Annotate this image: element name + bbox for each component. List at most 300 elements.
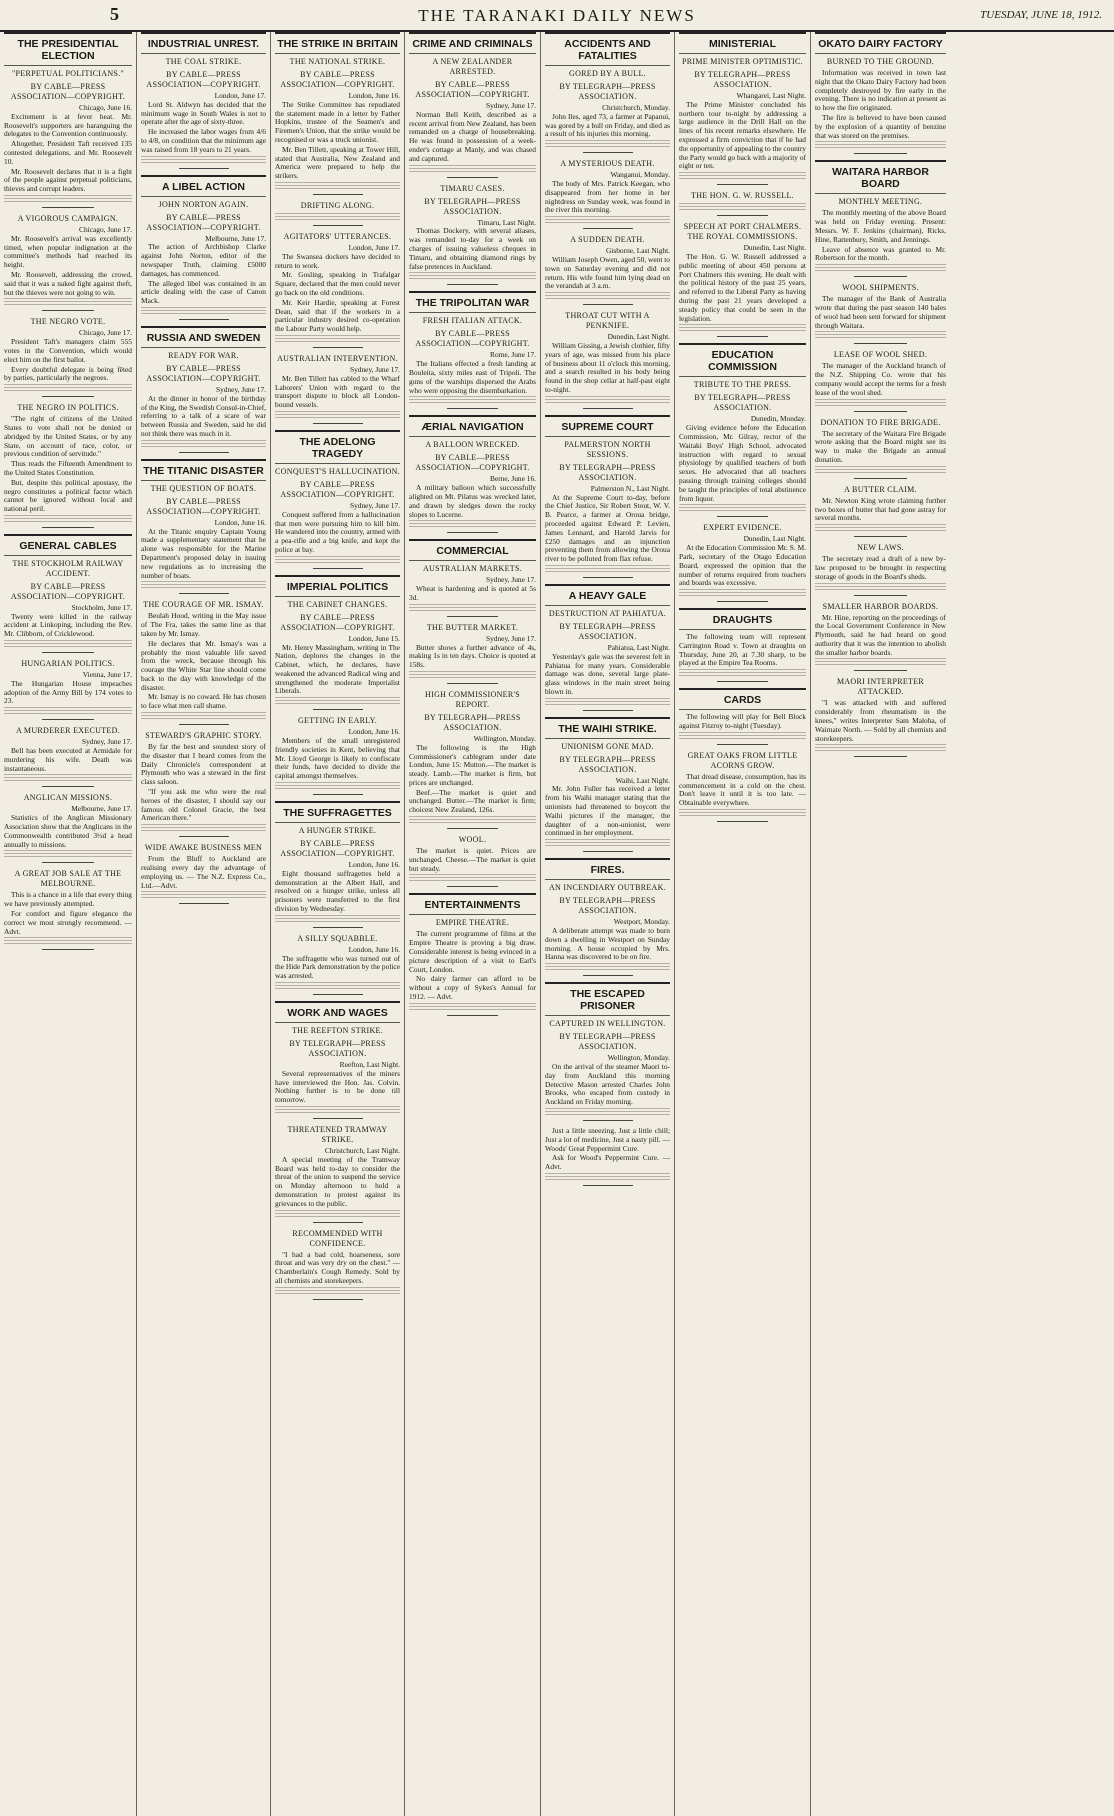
story	[275, 1125, 400, 1223]
byline: BY CABLE—PRESS ASSOCIATION—COPYRIGHT.	[280, 612, 395, 632]
paragraph: The market is quiet. Prices are unchanged. Cheese.—The market is quiet but steady.	[409, 846, 536, 873]
body-text-lines	[815, 264, 946, 273]
story-divider	[854, 343, 906, 344]
body-text-lines	[141, 440, 266, 449]
body-text-lines	[275, 182, 400, 191]
body-text-lines	[275, 556, 400, 565]
story	[409, 690, 536, 829]
dateline: London, June 16.	[348, 860, 400, 870]
subheading: THE NATIONAL STRIKE.	[289, 57, 386, 66]
headline: A HEAVY GALE	[545, 584, 670, 606]
headline: CARDS	[679, 688, 806, 710]
story-divider	[447, 408, 498, 409]
subheading: READY FOR WAR.	[168, 350, 239, 360]
paragraph: Giving evidence before the Education Commission, Mr. Gilray, rector of the Waitaki Boys' High School, advocated instruction with regard to sexual physiology by qualified teachers of both sexes. He advocated that all teachers passing through training colleges should be taught the principles of total abstinence from liquor.	[679, 423, 806, 503]
byline: BY TELEGRAPH—PRESS ASSOCIATION.	[559, 754, 656, 774]
paragraph: William Gissing, a Jewish clothier, fifty years of age, was missed from his place of business about 11 o'clock this morning, and a search resulted in his body being found in the shop cellar at half-past eight to-night.	[545, 340, 670, 394]
subheading: DRIFTING ALONG.	[300, 200, 375, 210]
headline: THE ESCAPED PRISONER	[545, 982, 670, 1016]
paragraph: The current programme of films at the Empire Theatre is proving a big draw. Considerable interest is being evinced in a picture description of a visit to Earl's Court, London.	[409, 929, 536, 974]
paragraph: A special meeting of the Tramway Board was held to-day to consider the threat of the union to suspend the service on Monday afternoon to hold a demonstration to protest against its grievances to the public.	[275, 1154, 400, 1208]
paragraph: The manager of the Bank of Australia wrote that during the past season 140 bales of wool had been sent forward for shipment through Waitara.	[815, 294, 946, 330]
body-text-lines	[679, 504, 806, 513]
subheading: THE BUTTER MARKET.	[426, 622, 519, 632]
story-divider	[447, 828, 498, 829]
story	[679, 751, 806, 822]
paragraph: By far the best and soundest story of the disaster that I heard comes from the Daily Chronicle's correspondent at Plymouth who was a steward in the first class saloon.	[141, 742, 266, 787]
subheading: THE HON. G. W. RUSSELL.	[691, 191, 794, 201]
subheading: DONATION TO FIRE BRIGADE.	[820, 417, 941, 427]
paragraph: The secretary read a draft of a new by-law proposed to be brought in respecting storage of goods in the Board's sheds.	[815, 554, 946, 581]
story-divider	[447, 1015, 498, 1016]
byline: BY CABLE—PRESS ASSOCIATION—COPYRIGHT.	[415, 453, 530, 473]
paragraph: Mr. Roosevelt's arrival was excellently timed, when popular indignation at the committee's methods had reached its height.	[4, 233, 132, 270]
paragraph: Beulah Hood, writing in the May issue of The Fra, takes the same line as that taken by Mr. Ismay.	[141, 611, 266, 638]
story	[545, 1127, 670, 1186]
body-text-lines	[815, 399, 946, 408]
paragraph: Several representatives of the miners have interviewed the Hon. Jas. Colvin. Nothing further is to be done till tomorrow.	[275, 1068, 400, 1105]
paragraph: The fire is believed to have been caused by the explosion of a quantity of benzine that was stored on the premises.	[815, 112, 946, 140]
headline: RUSSIA AND SWEDEN	[141, 326, 266, 348]
paragraph: The alleged libel was contained in an article dealing with the case of Canon Mack.	[141, 278, 266, 306]
story	[4, 659, 132, 720]
body-text-lines	[409, 272, 536, 281]
story	[141, 175, 266, 320]
body-text-lines	[545, 396, 670, 405]
subheading: GREAT OAKS FROM LITTLE ACORNS GROW.	[687, 750, 798, 770]
story	[545, 311, 670, 409]
body-text-lines	[679, 669, 806, 678]
dateline: Pahiatua, Last Night.	[607, 642, 670, 652]
paragraph: No dairy farmer can afford to be without a copy of Sykes's Annual for 1912. — Advt.	[409, 974, 536, 1002]
paragraph: Mr. Ben Tillett has cabled to the Wharf Laborers' Union with regard to the transport dispute to block all London-bound vessels.	[275, 373, 400, 410]
dateline: Melbourne, June 17.	[71, 804, 132, 814]
story-divider	[179, 724, 229, 725]
subheading: WOOL.	[458, 835, 487, 845]
headline: MINISTERIAL	[679, 32, 806, 54]
body-text-lines	[545, 140, 670, 149]
paragraph: The Strike Committee has repudiated the statement made in a letter by Father Hopkins, trustee of the Seamen's and Firemen's Union, that the strike would be recognised or was a truck unionist.	[275, 99, 400, 144]
story	[679, 32, 806, 185]
subheading: THE NEGRO IN POLITICS.	[17, 403, 119, 413]
headline: DRAUGHTS	[679, 608, 806, 630]
story-divider	[42, 527, 93, 528]
subheading: HUNGARIAN POLITICS.	[21, 659, 115, 669]
story	[141, 843, 266, 904]
dateline: Melbourne, June 17.	[205, 233, 266, 243]
story	[545, 858, 670, 976]
paragraph: "The right of citizens of the United States to vote shall not be denied or abridged by the United States, or by any State, on account of race, color, or previous condition of servitude."	[4, 414, 132, 459]
dateline: Dunedin, Monday.	[750, 414, 806, 424]
body-text-lines	[815, 466, 946, 475]
headline: THE TITANIC DISASTER	[141, 459, 266, 481]
body-text-lines	[409, 520, 536, 529]
subheading: PRIME MINISTER OPTIMISTIC.	[682, 57, 803, 66]
dateline: Dunedin, Last Night.	[607, 332, 670, 342]
story-divider	[717, 821, 768, 822]
story-divider	[854, 411, 906, 412]
paragraph: Mr. Newton King wrote claiming further two boxes of butter that had gone astray for several months.	[815, 495, 946, 523]
story-divider	[583, 228, 633, 229]
paragraph: He declares that Mr. Ismay's was a probably the most valuable life saved from the wreck, because through his courage the White Star line should come back to the day with knowledge of the disaster.	[141, 638, 266, 692]
story-divider	[42, 786, 93, 787]
story-divider	[854, 536, 906, 537]
dateline: Gisborne, Last Night.	[605, 246, 670, 256]
story-divider	[447, 532, 498, 533]
subheading: TRIBUTE TO THE PRESS.	[693, 380, 792, 390]
story	[409, 32, 536, 178]
dateline: Sydney, June 17.	[485, 101, 536, 110]
story	[545, 982, 670, 1121]
story-divider	[313, 927, 363, 928]
paragraph: For comfort and figure elegance the correct we most strongly recommend. — Advt.	[4, 909, 132, 936]
subheading: THE COAL STRIKE.	[165, 57, 242, 66]
story-divider	[313, 423, 363, 424]
story-divider	[717, 744, 768, 745]
story-divider	[583, 975, 633, 976]
column-5	[541, 32, 675, 1816]
story	[679, 191, 806, 216]
story-divider	[42, 862, 93, 863]
headline: THE ADELONG TRAGEDY	[275, 430, 400, 464]
story	[679, 688, 806, 745]
body-text-lines	[141, 581, 266, 590]
headline: SUPREME COURT	[545, 415, 670, 437]
body-text-lines	[815, 658, 946, 667]
subheading: FRESH ITALIAN ATTACK.	[422, 316, 523, 326]
paragraph: Yesterday's gale was the severest felt in Pahiatua for many years. Considerable damage was done, several large plate-glass windows in the main street being blown in.	[545, 651, 670, 696]
paragraph: The Hungarian House impeaches adoption of the Army Bill by 174 votes to 23.	[4, 678, 132, 706]
byline: BY CABLE—PRESS ASSOCIATION—COPYRIGHT.	[415, 329, 530, 349]
story-divider	[179, 168, 229, 169]
story	[679, 523, 806, 602]
byline: BY TELEGRAPH—PRESS ASSOCIATION.	[559, 621, 656, 641]
story-divider	[717, 516, 768, 517]
story	[141, 326, 266, 453]
byline: BY TELEGRAPH—PRESS ASSOCIATION.	[559, 1032, 656, 1052]
paragraph: The suffragette who was turned out of the Hide Park demonstration by the police was arrested.	[275, 953, 400, 981]
paragraph: The following team will represent Carrington Road v. Town at draughts on Thursday, June 20, at 7.30 sharp, to be played at the Empire Tea Rooms.	[679, 632, 806, 668]
subheading: WOOL SHIPMENTS.	[842, 283, 919, 293]
body-text-lines	[275, 697, 400, 706]
dateline: Sydney, June 17.	[349, 500, 400, 510]
headline: THE SUFFRAGETTES	[275, 801, 400, 823]
paragraph: John Iles, aged 73, a farmer at Papanui, was gored by a bull on Friday, and died as a result of his injuries this morning.	[545, 111, 670, 139]
dateline: Waihi, Last Night.	[615, 775, 670, 785]
body-text-lines	[815, 583, 946, 592]
body-text-lines	[545, 1173, 670, 1182]
paragraph: Thus reads the Fifteenth Amendment to the United States Constitution.	[4, 459, 132, 477]
subheading: A SILLY SQUABBLE.	[297, 933, 378, 943]
subheading: MONTHLY MEETING.	[838, 197, 923, 207]
byline: BY TELEGRAPH—PRESS ASSOCIATION.	[424, 196, 521, 216]
body-text-lines	[275, 1106, 400, 1115]
byline: BY TELEGRAPH—PRESS ASSOCIATION.	[694, 393, 791, 413]
paragraph: At the Titanic enquiry Captain Young made a supplementary statement that he alone was responsible for the Marine Department's proposed delay in issuing new regulations as to increasing the number of boats.	[141, 526, 266, 580]
body-text-lines	[4, 707, 132, 716]
body-text-lines	[545, 698, 670, 707]
body-text-lines	[815, 331, 946, 340]
story	[4, 869, 132, 950]
body-text-lines	[4, 384, 132, 393]
body-text-lines	[545, 839, 670, 848]
headline: COMMERCIAL	[409, 539, 536, 561]
subheading: AUSTRALIAN INTERVENTION.	[277, 353, 398, 363]
dateline: Whangarei, Last Night.	[736, 91, 806, 100]
headline: THE PRESIDENTIAL ELECTION	[4, 32, 132, 66]
subheading: GORED BY A BULL.	[569, 69, 646, 78]
paragraph: Beef.—The market is quiet and unchanged. Butter.—The market is firm; choicest New Zealand, 126s.	[409, 787, 536, 815]
story	[545, 32, 670, 153]
paragraph: Statistics of the Anglican Missionary Association show that the Anglicans in the Commonwealth contributed 3½d a head annually to missions.	[4, 813, 132, 849]
story	[275, 716, 400, 795]
subheading: EMPIRE THEATRE.	[435, 918, 510, 928]
story-divider	[42, 396, 93, 397]
story-divider	[447, 284, 498, 285]
story-divider	[313, 194, 363, 195]
paragraph: Mr. Hine, reporting on the proceedings of the Local Government Conference in New Plymouth, said he had heard on good authority that it was the intention to abolish the smaller harbor boards.	[815, 612, 946, 657]
subheading: A MYSTERIOUS DEATH.	[560, 159, 655, 169]
story	[4, 317, 132, 397]
paragraph: That dread disease, consumption, has its commencement in a cold on the chest. Don't leave it until it is too late. — Obtainable everywhere.	[679, 771, 806, 808]
subheading: THE COURAGE OF MR. ISMAY.	[143, 600, 264, 610]
subheading: SMALLER HARBOR BOARDS.	[822, 601, 939, 611]
headline: IMPERIAL POLITICS	[275, 575, 400, 597]
subheading: SPEECH AT PORT CHALMERS. THE ROYAL COMMISSIONS.	[683, 222, 802, 242]
body-text-lines	[545, 292, 670, 301]
headline: FIRES.	[545, 858, 670, 880]
body-text-lines	[275, 915, 400, 924]
subheading: DESTRUCTION AT PAHIATUA.	[548, 608, 667, 618]
subheading: AGITATORS' UTTERANCES.	[283, 231, 392, 241]
dateline: Vienna, June 17.	[82, 670, 132, 680]
dateline: Timaru, Last Night.	[477, 217, 536, 227]
subheading: A GREAT JOB SALE AT THE MELBOURNE.	[14, 869, 122, 889]
byline: BY CABLE—PRESS ASSOCIATION—COPYRIGHT.	[146, 496, 261, 516]
story-divider	[717, 215, 768, 216]
story	[409, 893, 536, 1015]
headline: THE STRIKE IN BRITAIN	[275, 32, 400, 54]
story	[545, 159, 670, 229]
story-divider	[717, 184, 768, 185]
headline: ACCIDENTS AND FATALITIES	[545, 32, 670, 66]
byline: BY CABLE—PRESS ASSOCIATION—COPYRIGHT.	[146, 363, 261, 383]
story	[4, 726, 132, 787]
story	[545, 235, 670, 305]
dateline: Westport, Monday.	[613, 917, 670, 927]
subheading: UNIONISM GONE MAD.	[561, 741, 654, 751]
subheading: GETTING IN EARLY.	[297, 716, 378, 726]
newspaper-title: THE TARANAKI DAILY NEWS	[418, 6, 696, 25]
story-divider	[583, 851, 633, 852]
dateline: Dunedin, Last Night.	[743, 534, 806, 544]
dateline: Chicago, June 17.	[79, 224, 132, 234]
column-1	[0, 32, 137, 1816]
subheading: THE CABINET CHANGES.	[287, 599, 388, 609]
story-divider	[313, 709, 363, 710]
dateline: Sydney, June 17.	[349, 364, 400, 374]
byline: BY TELEGRAPH—PRESS ASSOCIATION.	[289, 1039, 386, 1059]
paragraph: The Prime Minister concluded his northern tour to-night by addressing a large audience in the Drill Hall on the lines of his recent remarks elsewhere. He expressed a firm conviction that if he had the opportunity of appealing to the country the Party would go back with a majority of eight or ten.	[679, 99, 806, 171]
story	[275, 32, 400, 195]
paragraph: Mr. Ismay is no coward. He has chosen to face what men call shame.	[141, 692, 266, 711]
body-text-lines	[679, 203, 806, 212]
paragraph: William Joseph Owen, aged 50, went to town on Saturday evening and did not return. His wife found him lying dead on the verandah at 3 a.m.	[545, 254, 670, 291]
body-text-lines	[409, 604, 536, 613]
story-divider	[179, 903, 229, 904]
story-divider	[583, 1185, 633, 1186]
body-text-lines	[275, 1287, 400, 1296]
paragraph: Norman Bell Keith, described as a recent arrival from New Zealand, has been remanded on a charge of housebreaking. He was found in possession of a week-ender's cottage at Manly, and was chased and captured.	[409, 109, 536, 163]
byline: BY CABLE—PRESS ASSOCIATION—COPYRIGHT.	[280, 70, 395, 89]
subheading: BURNED TO THE GROUND.	[826, 57, 935, 66]
story-divider	[583, 577, 633, 578]
story-divider	[447, 683, 498, 684]
body-text-lines	[275, 335, 400, 344]
story	[815, 418, 946, 479]
story-divider	[854, 756, 906, 757]
page-number: 5	[110, 4, 119, 24]
subheading: CAPTURED IN WELLINGTON.	[549, 1019, 666, 1029]
story	[275, 1229, 400, 1300]
story	[815, 283, 946, 344]
subheading: A NEW ZEALANDER ARRESTED.	[432, 57, 513, 76]
story	[275, 354, 400, 424]
subheading: A BALLOON WRECKED.	[425, 440, 520, 450]
paragraph: "I was attacked with and suffered considerably from rheumatism in the knees," writes Interpreter Sam Maloha, of Waimate North. — Sold by all chemists and storekeepers.	[815, 698, 946, 743]
subheading: THE REEFTON STRIKE.	[291, 1026, 384, 1036]
story	[141, 731, 266, 837]
body-text-lines	[815, 141, 946, 150]
paragraph: The monthly meeting of the above Board was held on Friday evening. Present: Messrs. W. F. Jenkins (chairman), Ricks, Hine, Rattenbury, Smith, and Jennings.	[815, 208, 946, 244]
story-divider	[583, 304, 633, 305]
body-text-lines	[275, 213, 400, 222]
paragraph: Mr. Gosling, speaking in Trafalgar Square, declared that the men could never go back on the old conditions.	[275, 270, 400, 297]
subheading: WIDE AWAKE BUSINESS MEN	[144, 843, 263, 853]
story-divider	[717, 681, 768, 682]
headline: WAITARA HARBOR BOARD	[815, 160, 946, 194]
story	[4, 32, 132, 208]
story	[4, 534, 132, 653]
story-divider	[583, 152, 633, 153]
story	[275, 232, 400, 348]
paragraph: Leave of absence was granted to Mr. Robertson for the month.	[815, 244, 946, 263]
paragraph: Butter shows a further advance of 4s, making 1s in ten days. Choice is quoted at 158s.	[409, 642, 536, 670]
story-divider	[179, 836, 229, 837]
dateline: Wanganui, Monday.	[610, 170, 670, 180]
body-text-lines	[409, 874, 536, 883]
dateline: Sydney, June 17.	[215, 384, 266, 394]
paragraph: This is a chance in a life that every thing we have previously attempted.	[4, 890, 132, 909]
paragraph: Mr. Roosevelt, addressing the crowd, said that it was a naked fight against theft, but the thieves were not going to win.	[4, 269, 132, 297]
subheading: STEWARD'S GRAPHIC STORY.	[145, 731, 262, 741]
story-divider	[583, 408, 633, 409]
headline: CRIME AND CRIMINALS	[409, 32, 536, 54]
column-3	[271, 32, 405, 1816]
story-divider	[42, 207, 93, 208]
subheading: ANGLICAN MISSIONS.	[23, 793, 113, 803]
paragraph: Mr. Ben Tillett, speaking at Tower Hill, stated that Australia, New Zealand and America were prepared to help the strikers.	[275, 144, 400, 181]
headline: OKATO DAIRY FACTORY	[815, 32, 946, 54]
paragraph: Information was received in town last night that the Okato Dairy Factory had been completely destroyed by fire early in the evening. There is no indication at present as to how the fire originated.	[815, 68, 946, 113]
body-text-lines	[545, 1108, 670, 1117]
paragraph: The following will play for Bell Block against Fitzroy to-night (Tuesday).	[679, 712, 806, 731]
headline: ÆRIAL NAVIGATION	[409, 415, 536, 437]
paragraph: At the Education Commission Mr. S. M. Park, secretary of the Otago Education Board, expressed the opinion that the number of returns required from teachers and boards was excessive.	[679, 543, 806, 588]
byline: BY TELEGRAPH—PRESS ASSOCIATION.	[694, 70, 791, 89]
dateline: Christchurch, Last Night.	[324, 1146, 400, 1156]
dateline: Sydney, June 17.	[485, 575, 536, 585]
paragraph: Eight thousand suffragettes held a demonstration at the Albert Hall, and resolved on a hunger strike, unless all prisoners were transferred to the first division by Wednesday.	[275, 868, 400, 914]
dateline: London, June 17.	[348, 242, 400, 252]
paragraph: The body of Mrs. Patrick Keegan, who disappeared from her home in her nightdress on Sunday week, was found in the river this morning.	[545, 178, 670, 215]
story	[4, 793, 132, 863]
subheading: A SUDDEN DEATH.	[570, 235, 645, 245]
body-text-lines	[679, 589, 806, 598]
story-divider	[717, 601, 768, 602]
headline: GENERAL CABLES	[4, 534, 132, 556]
subheading: THROAT CUT WITH A PENKNIFE.	[565, 311, 650, 331]
paragraph: Excitement is at fever heat. Mr. Roosevelt's supporters are haranguing the delegates to the Convention continuously.	[4, 111, 132, 139]
headline: INDUSTRIAL UNREST.	[141, 32, 266, 54]
body-text-lines	[679, 172, 806, 181]
body-text-lines	[679, 732, 806, 741]
story	[275, 430, 400, 569]
story	[545, 584, 670, 711]
subheading: LEASE OF WOOL SHED.	[833, 350, 928, 360]
paragraph: From the Bluff to Auckland are realising every day the advantage of employing us. — The N.Z. Express Co., Ltd.—Advt.	[141, 854, 266, 890]
column-2	[137, 32, 271, 1816]
byline: BY TELEGRAPH—PRESS ASSOCIATION.	[559, 82, 656, 101]
subheading: JOHN NORTON AGAIN.	[158, 199, 249, 209]
body-text-lines	[141, 824, 266, 833]
page-columns	[0, 32, 1114, 1816]
subheading: A VIGOROUS CAMPAIGN.	[17, 213, 119, 223]
story	[815, 350, 946, 411]
byline: BY TELEGRAPH—PRESS ASSOCIATION.	[559, 896, 656, 916]
dateline: Palmerston N., Last Night.	[590, 483, 670, 493]
dateline: Reefton, Last Night.	[339, 1060, 400, 1070]
body-text-lines	[275, 782, 400, 791]
paragraph: But, despite this political apostasy, the negro constitutes a political factor which cannot be ignored without local and national peril.	[4, 477, 132, 514]
subheading: MAORI INTERPRETER ATTACKED.	[836, 677, 925, 697]
story	[141, 459, 266, 595]
paragraph: Bell has been executed at Armidale for murdering his wife. Death was instantaneous.	[4, 746, 132, 773]
body-text-lines	[4, 937, 132, 946]
paragraph: At the Supreme Court to-day, before the Chief Justice, Sir Robert Stout, W. V. B. Pearce, a farmer at Oroua bridge, proceeded against Edward P. Levien, James Lennard, and Harold Jarvis for £250 damages and an injunction preventing them from allowing the Oroua river to be polluted from flax refuse.	[545, 492, 670, 564]
story-divider	[447, 886, 498, 887]
story	[815, 32, 946, 154]
body-text-lines	[141, 891, 266, 900]
paragraph: The Hon. G. W. Russell addressed a public meeting of about 450 persons at Port Chalmers this evening. He dealt with the political history of the past 25 years, and referred to the Liberal Party as having during the past 21 years developed a steady policy that could be seen in the legislation.	[679, 251, 806, 323]
byline: BY CABLE—PRESS ASSOCIATION—COPYRIGHT.	[146, 70, 261, 89]
byline: BY CABLE—PRESS ASSOCIATION—COPYRIGHT.	[10, 581, 126, 601]
story-divider	[42, 310, 93, 311]
subheading: EXPERT EVIDENCE.	[703, 523, 782, 533]
story	[545, 717, 670, 853]
body-text-lines	[4, 774, 132, 783]
dateline: London, June 16.	[348, 727, 400, 737]
paragraph: The manager of the Auckland branch of the N.Z. Shipping Co. wrote that his company would accept the terms for a fresh lease of the wool shed.	[815, 361, 946, 397]
story-divider	[42, 949, 93, 950]
headline: WORK AND WAGES	[275, 1001, 400, 1023]
body-text-lines	[4, 640, 132, 649]
paragraph: Members of the small unregistered friendly societies in Kent, believing that Mr. Lloyd George is likely to confiscate their funds, have decided to divide the capital amongst themselves.	[275, 736, 400, 781]
dateline: Christchurch, Monday.	[602, 103, 670, 112]
subheading: A HUNGER STRIKE.	[298, 826, 377, 836]
subheading: AN INCENDIARY OUTBREAK.	[548, 883, 667, 893]
dateline: Berne, June 16.	[490, 474, 536, 484]
